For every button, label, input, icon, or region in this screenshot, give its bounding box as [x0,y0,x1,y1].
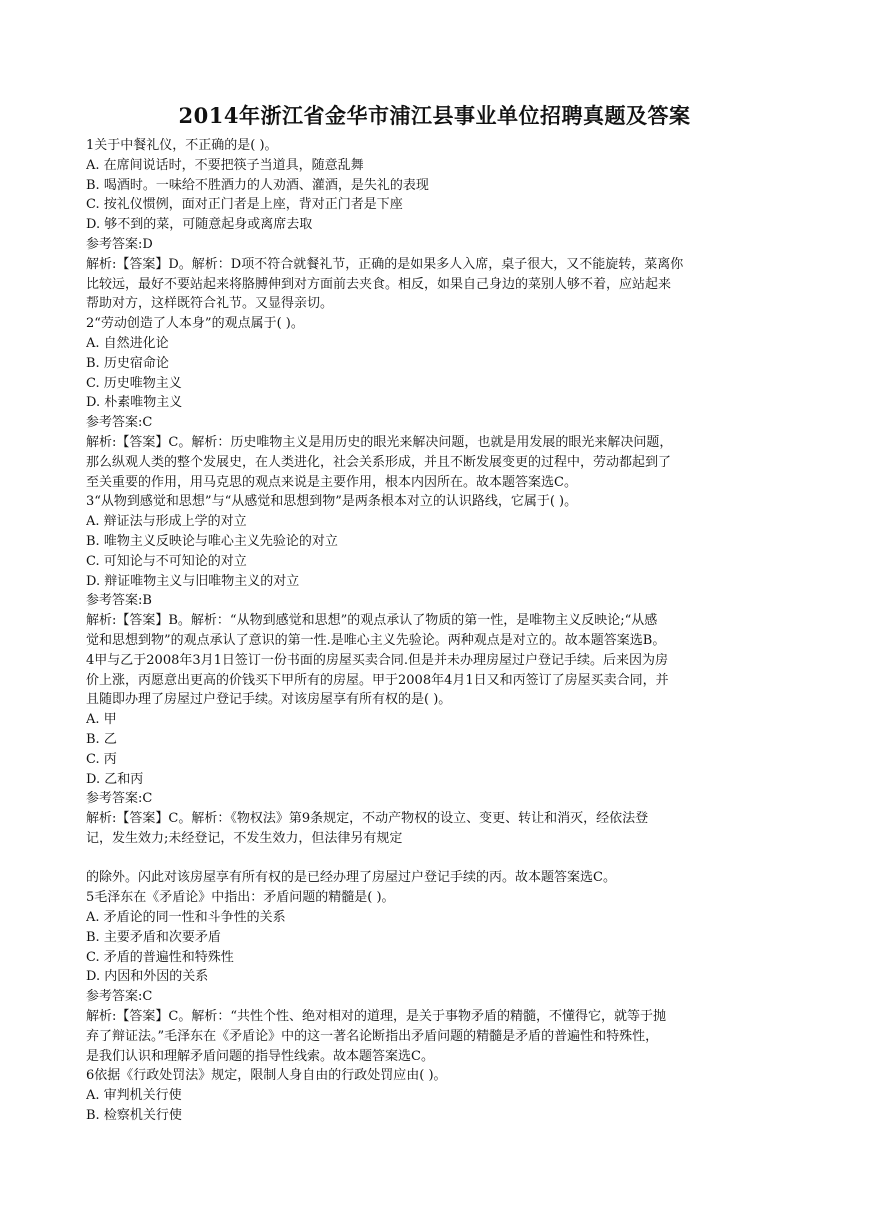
question-4-answer: 参考答案:C [86,791,153,807]
question-5-answer: 参考答案:C [86,989,153,1005]
question-3-stem: 3“从物到感觉和思想”与“从感觉和思想到物”是两条根本对立的认识路线，它属于( )。 [86,494,578,510]
question-5-analysis-line: 是我们认识和理解矛盾问题的指导性线索。故本题答案选C。 [86,1048,434,1064]
question-1-analysis-line: 帮助对方，这样既符合礼节。又显得亲切。 [86,296,334,312]
question-4-option-b: B. 乙 [86,731,117,747]
question-2-answer: 参考答案:C [86,415,153,431]
question-4-analysis-line: 解析:【答案】C。解析：《物权法》第9条规定，不动产物权的设立、变更、转让和消灭，经依法登 [86,811,649,827]
question-2-option-a: A. 自然进化论 [86,335,169,351]
question-4-option-d: D. 乙和丙 [86,771,144,787]
question-1-option-a: A. 在席间说话时，不要把筷子当道具，随意乱舞 [86,157,364,173]
question-4-stem-line: 价上涨，丙愿意出更高的价钱买下甲所有的房屋。甲于2008年4月1日又和丙签订了房屋买卖合同，并 [86,672,669,688]
question-2-analysis-line: 至关重要的作用，用马克思的观点来说是主要作用，根本内因所在。故本题答案选C。 [86,474,577,490]
question-3-option-c: C. 可知论与不可知论的对立 [86,553,247,569]
question-3-option-b: B. 唯物主义反映论与唯心主义先验论的对立 [86,533,338,549]
question-4-analysis-line: 记，发生效力;未经登记，不发生效力，但法律另有规定 [86,830,403,846]
question-1-stem: 1关于中餐礼仪，不正确的是( )。 [86,138,278,153]
question-2-option-d: D. 朴素唯物主义 [86,395,183,411]
question-1-analysis-line: 解析:【答案】D。解析：D项不符合就餐礼节，正确的是如果多人入席，桌子很大，又不能旋转，菜离你 [86,256,684,272]
question-6-option-b: B. 检察机关行使 [86,1108,182,1124]
question-6-option-a: A. 审判机关行使 [86,1088,182,1104]
question-3-option-d: D. 辩证唯物主义与旧唯物主义的对立 [86,573,300,589]
question-4-analysis-line: 的除外。闪此对该房屋享有所有权的是已经办理了房屋过户登记手续的丙。故本题答案选C。 [86,870,616,886]
question-1-answer: 参考答案:D [86,236,153,252]
question-1-option-d: D. 够不到的菜，可随意起身或离席去取 [86,217,313,233]
question-2-option-c: C. 历史唯物主义 [86,375,182,391]
question-4-stem-line: 且随即办理了房屋过户登记手续。对该房屋享有所有权的是( )。 [86,692,452,708]
question-1-option-b: B. 喝酒时。一味给不胜酒力的人劝酒、灌酒，是失礼的表现 [86,177,429,193]
question-5-option-c: C. 矛盾的普遍性和特殊性 [86,949,234,965]
question-4-option-a: A. 甲 [86,712,117,728]
question-5-option-d: D. 内因和外因的关系 [86,969,209,985]
question-5-option-b: B. 主要矛盾和次要矛盾 [86,929,221,945]
question-3-analysis-line: 解析:【答案】B。解析：“从物到感觉和思想”的观点承认了物质的第一性，是唯物主义反映论;“从感 [86,613,658,629]
question-2-analysis-line: 解析:【答案】C。解析：历史唯物主义是用历史的眼光来解决问题，也就是用发展的眼光来解决问题， [86,434,673,450]
question-6-stem: 6依据《行政处罚法》规定，限制人身自由的行政处罚应由( )。 [86,1068,447,1084]
question-2-stem: 2“劳动创造了人本身”的观点属于( )。 [86,316,304,332]
document-body [86,136,786,1126]
question-4-stem-line: 4甲与乙于2008年3月1日签订一份书面的房屋买卖合同.但是并未办理房屋过户登记手续。后来因为房 [86,652,669,668]
question-5-stem: 5毛泽东在《矛盾论》中指出：矛盾问题的精髓是( )。 [86,890,395,906]
question-3-answer: 参考答案:B [86,593,152,609]
question-1-analysis-line: 比较远，最好不要站起来将胳膊伸到对方面前去夹食。相反，如果自己身边的菜别人够不着，应站起来 [86,276,672,292]
question-3-analysis-line: 觉和思想到物”的观点承认了意识的第一性.是唯心主义先验论。两种观点是对立的。故本题答案选B。 [86,632,666,648]
question-5-option-a: A. 矛盾论的同一性和斗争性的关系 [86,910,286,926]
question-3-option-a: A. 辩证法与形成上学的对立 [86,514,247,530]
question-5-analysis-line: 解析:【答案】C。解析：“共性个性、绝对相对的道理，是关于事物矛盾的精髓，不懂得它，就等于抛 [86,1009,666,1025]
blank-line [86,849,786,869]
question-4-option-c: C. 丙 [86,751,117,767]
question-2-analysis-line: 那么纵观人类的整个发展史，在人类进化，社会关系形成，并且不断发展变更的过程中，劳动都起到了 [86,454,672,470]
question-5-analysis-line: 弃了辩证法。”毛泽东在《矛盾论》中的这一著名论断指出矛盾问题的精髓是矛盾的普遍性和特殊性， [86,1028,659,1044]
question-2-option-b: B. 历史宿命论 [86,355,169,371]
question-1-option-c: C. 按礼仪惯例，面对正门者是上座，背对正门者是下座 [86,197,403,213]
document-title: 2014年浙江省金华市浦江县事业单位招聘真题及答案 [178,103,691,128]
